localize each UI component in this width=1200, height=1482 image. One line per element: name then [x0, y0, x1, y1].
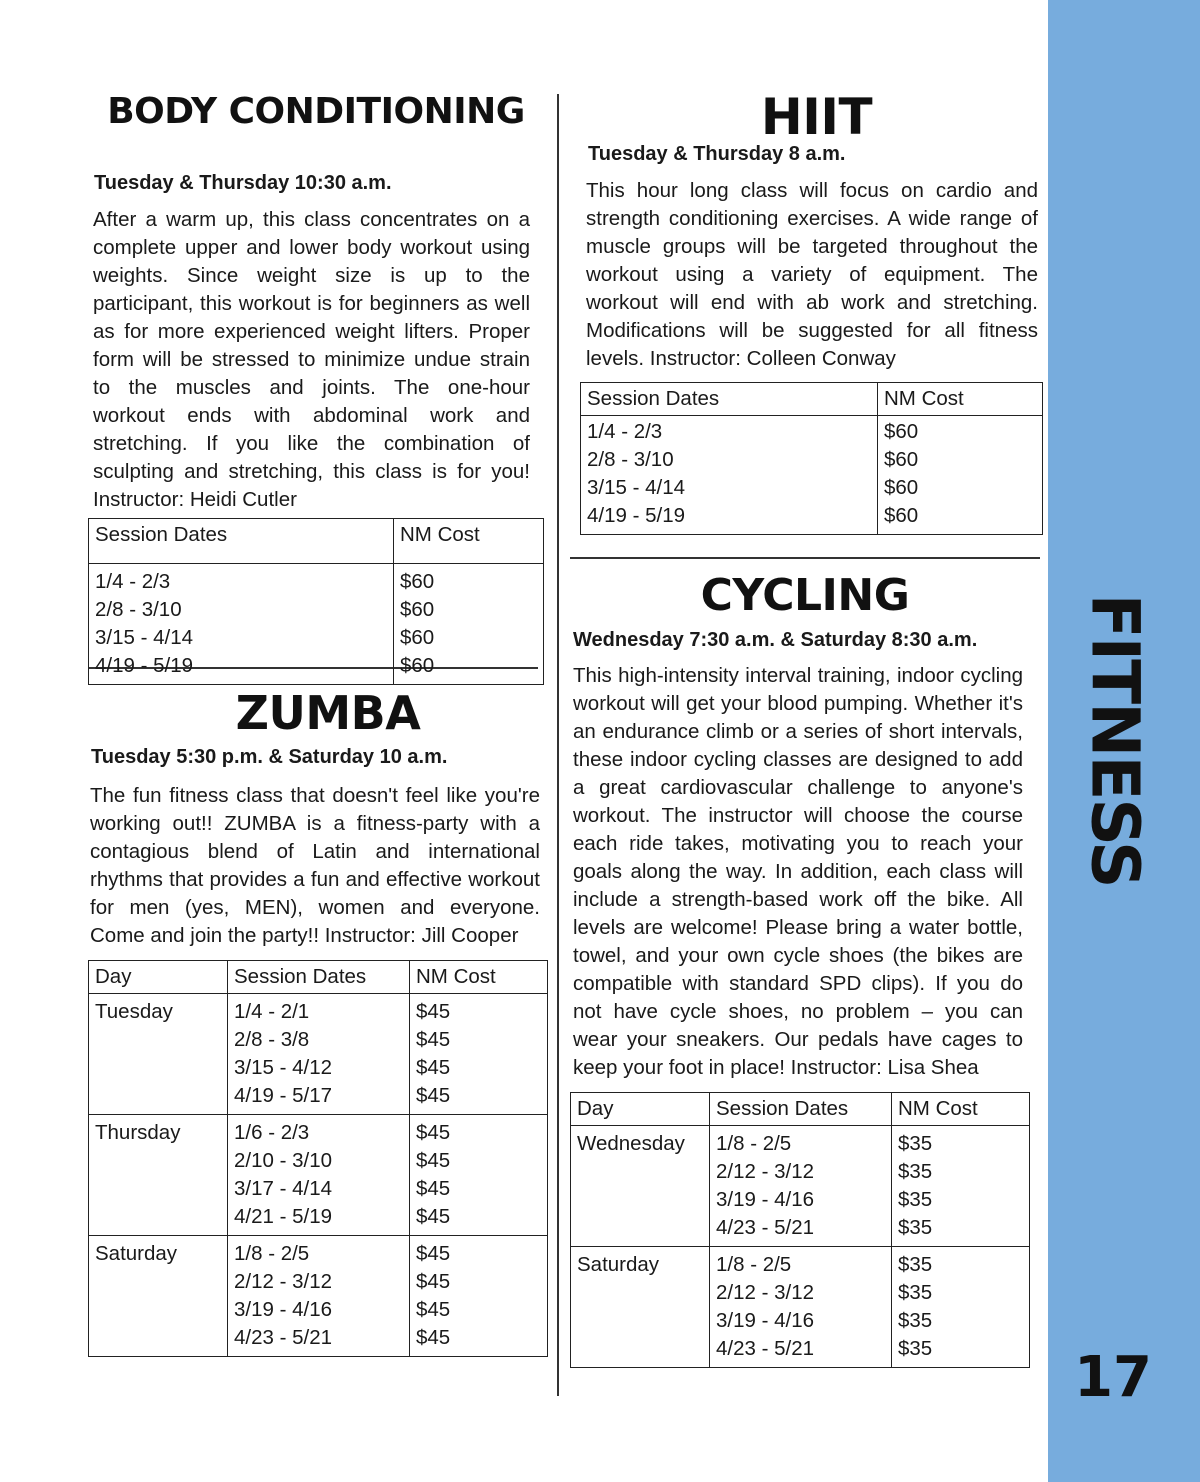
day-cell: Tuesday — [89, 994, 228, 1115]
table-row — [89, 994, 548, 1115]
cost-cell: $45 $45 $45 $45 — [410, 1236, 548, 1357]
table-row — [571, 1247, 1030, 1368]
session-dates-cell: 1/6 - 2/3 2/10 - 3/10 3/17 - 4/14 4/21 - 5/19 — [228, 1115, 410, 1236]
header-session-dates: Session Dates — [89, 519, 394, 564]
table-row — [581, 416, 1043, 535]
header-day: Day — [571, 1093, 710, 1126]
zumba-description: The fun fitness class that doesn't feel like you're working out!! ZUMBA is a fitness-party with a contagious blend of Latin and international rhythms that provides a fun and effective workout for men (yes, MEN), women and everyone. Come and join the party!! Instructor: Jill Cooper — [90, 784, 540, 947]
day-cell: Thursday — [89, 1115, 228, 1236]
cost-cell: $35 $35 $35 $35 — [892, 1247, 1030, 1368]
day-cell: Saturday — [89, 1236, 228, 1357]
cycling-title: CYCLING — [700, 570, 910, 621]
table-row — [89, 1115, 548, 1236]
table-header-row — [89, 961, 548, 994]
zumba-title: ZUMBA — [235, 686, 421, 740]
zumba-schedule: Tuesday 5:30 p.m. & Saturday 10 a.m. — [91, 746, 448, 768]
section-label: FITNESS — [1076, 593, 1154, 887]
header-nm-cost: NM Cost — [394, 519, 544, 564]
hiit-schedule: Tuesday & Thursday 8 a.m. — [588, 143, 846, 165]
session-dates-cell: 1/8 - 2/5 2/12 - 3/12 3/19 - 4/16 4/23 - 5/21 — [228, 1236, 410, 1357]
body-conditioning-description: After a warm up, this class concentrates on a complete upper and lower body workout using weights. Since weight size is up to the participant, this workout is for beginners as well as for more experienced weight lifters. Proper form will be stressed to minimize undue strain to the muscles and joints. The one-hour workout ends with abdominal work and stretching. If you like the combination of sculpting and stretching, this class is for you! Instructor: Heidi Cutler — [93, 208, 530, 511]
cycling-table — [570, 1092, 1030, 1368]
cycling-description: This high-intensity interval training, indoor cycling workout will get your blood pumping. Whether it's an endurance climb or a series of short intervals, these indoor cycling classes are designed to add a great cardiovascular challenge to anyone's workout. The instructor will choose the course each ride takes, motivating you to reach your goals along the way. In addition, each class will include a strength-based work off the bike. All levels are welcome! Please bring a water bottle, towel, and your own cycle shoes (the bikes are compatible with standard SPD clips). If you do not have cycle shoes, no problem – you can wear your sneakers. Our pedals have cages to keep your foot in place! Instructor: Lisa Shea — [573, 664, 1023, 1079]
zumba-table — [88, 960, 548, 1357]
cost-cell: $45 $45 $45 $45 — [410, 994, 548, 1115]
cycling-section — [570, 570, 1032, 1368]
body-conditioning-table — [88, 518, 544, 685]
cycling-schedule: Wednesday 7:30 a.m. & Saturday 8:30 a.m. — [573, 629, 978, 651]
table-row — [571, 1126, 1030, 1247]
header-nm-cost: NM Cost — [892, 1093, 1030, 1126]
hiit-section — [580, 88, 1043, 535]
zumba-section — [88, 686, 548, 1357]
header-nm-cost: NM Cost — [410, 961, 548, 994]
table-header-row — [89, 519, 544, 564]
table-row — [89, 564, 544, 685]
page-number: 17 — [1074, 1345, 1152, 1410]
day-cell: Wednesday — [571, 1126, 710, 1247]
session-dates-cell: 1/4 - 2/3 2/8 - 3/10 3/15 - 4/14 4/19 - 5/19 — [89, 564, 394, 685]
body-conditioning-section — [88, 91, 544, 685]
hiit-description: This hour long class will focus on cardio and strength conditioning exercises. A wide range of muscle groups will be targeted throughout the workout using a variety of equipment. The workout will end with ab work and stretching. Modifications will be suggested for all fitness levels. Instructor: Colleen Conway — [586, 179, 1038, 370]
session-dates-cell: 1/4 - 2/3 2/8 - 3/10 3/15 - 4/14 4/19 - 5/19 — [581, 416, 878, 535]
header-session-dates: Session Dates — [581, 383, 878, 416]
table-header-row — [571, 1093, 1030, 1126]
header-day: Day — [89, 961, 228, 994]
cost-cell: $45 $45 $45 $45 — [410, 1115, 548, 1236]
header-session-dates: Session Dates — [228, 961, 410, 994]
header-session-dates: Session Dates — [710, 1093, 892, 1126]
session-dates-cell: 1/8 - 2/5 2/12 - 3/12 3/19 - 4/16 4/23 - 5/21 — [710, 1247, 892, 1368]
hiit-table — [580, 382, 1043, 535]
body-conditioning-schedule: Tuesday & Thursday 10:30 a.m. — [94, 172, 392, 194]
table-header-row — [581, 383, 1043, 416]
cost-cell: $60 $60 $60 $60 — [878, 416, 1043, 535]
table-row — [89, 1236, 548, 1357]
header-nm-cost: NM Cost — [878, 383, 1043, 416]
hiit-title: HIIT — [760, 88, 873, 146]
body-conditioning-title: BODY CONDITIONING — [107, 91, 525, 132]
cost-cell: $35 $35 $35 $35 — [892, 1126, 1030, 1247]
divider — [570, 557, 1040, 559]
cost-cell: $60 $60 $60 $60 — [394, 564, 544, 685]
session-dates-cell: 1/8 - 2/5 2/12 - 3/12 3/19 - 4/16 4/23 - 5/21 — [710, 1126, 892, 1247]
day-cell: Saturday — [571, 1247, 710, 1368]
column-divider — [557, 94, 559, 1396]
session-dates-cell: 1/4 - 2/1 2/8 - 3/8 3/15 - 4/12 4/19 - 5/17 — [228, 994, 410, 1115]
